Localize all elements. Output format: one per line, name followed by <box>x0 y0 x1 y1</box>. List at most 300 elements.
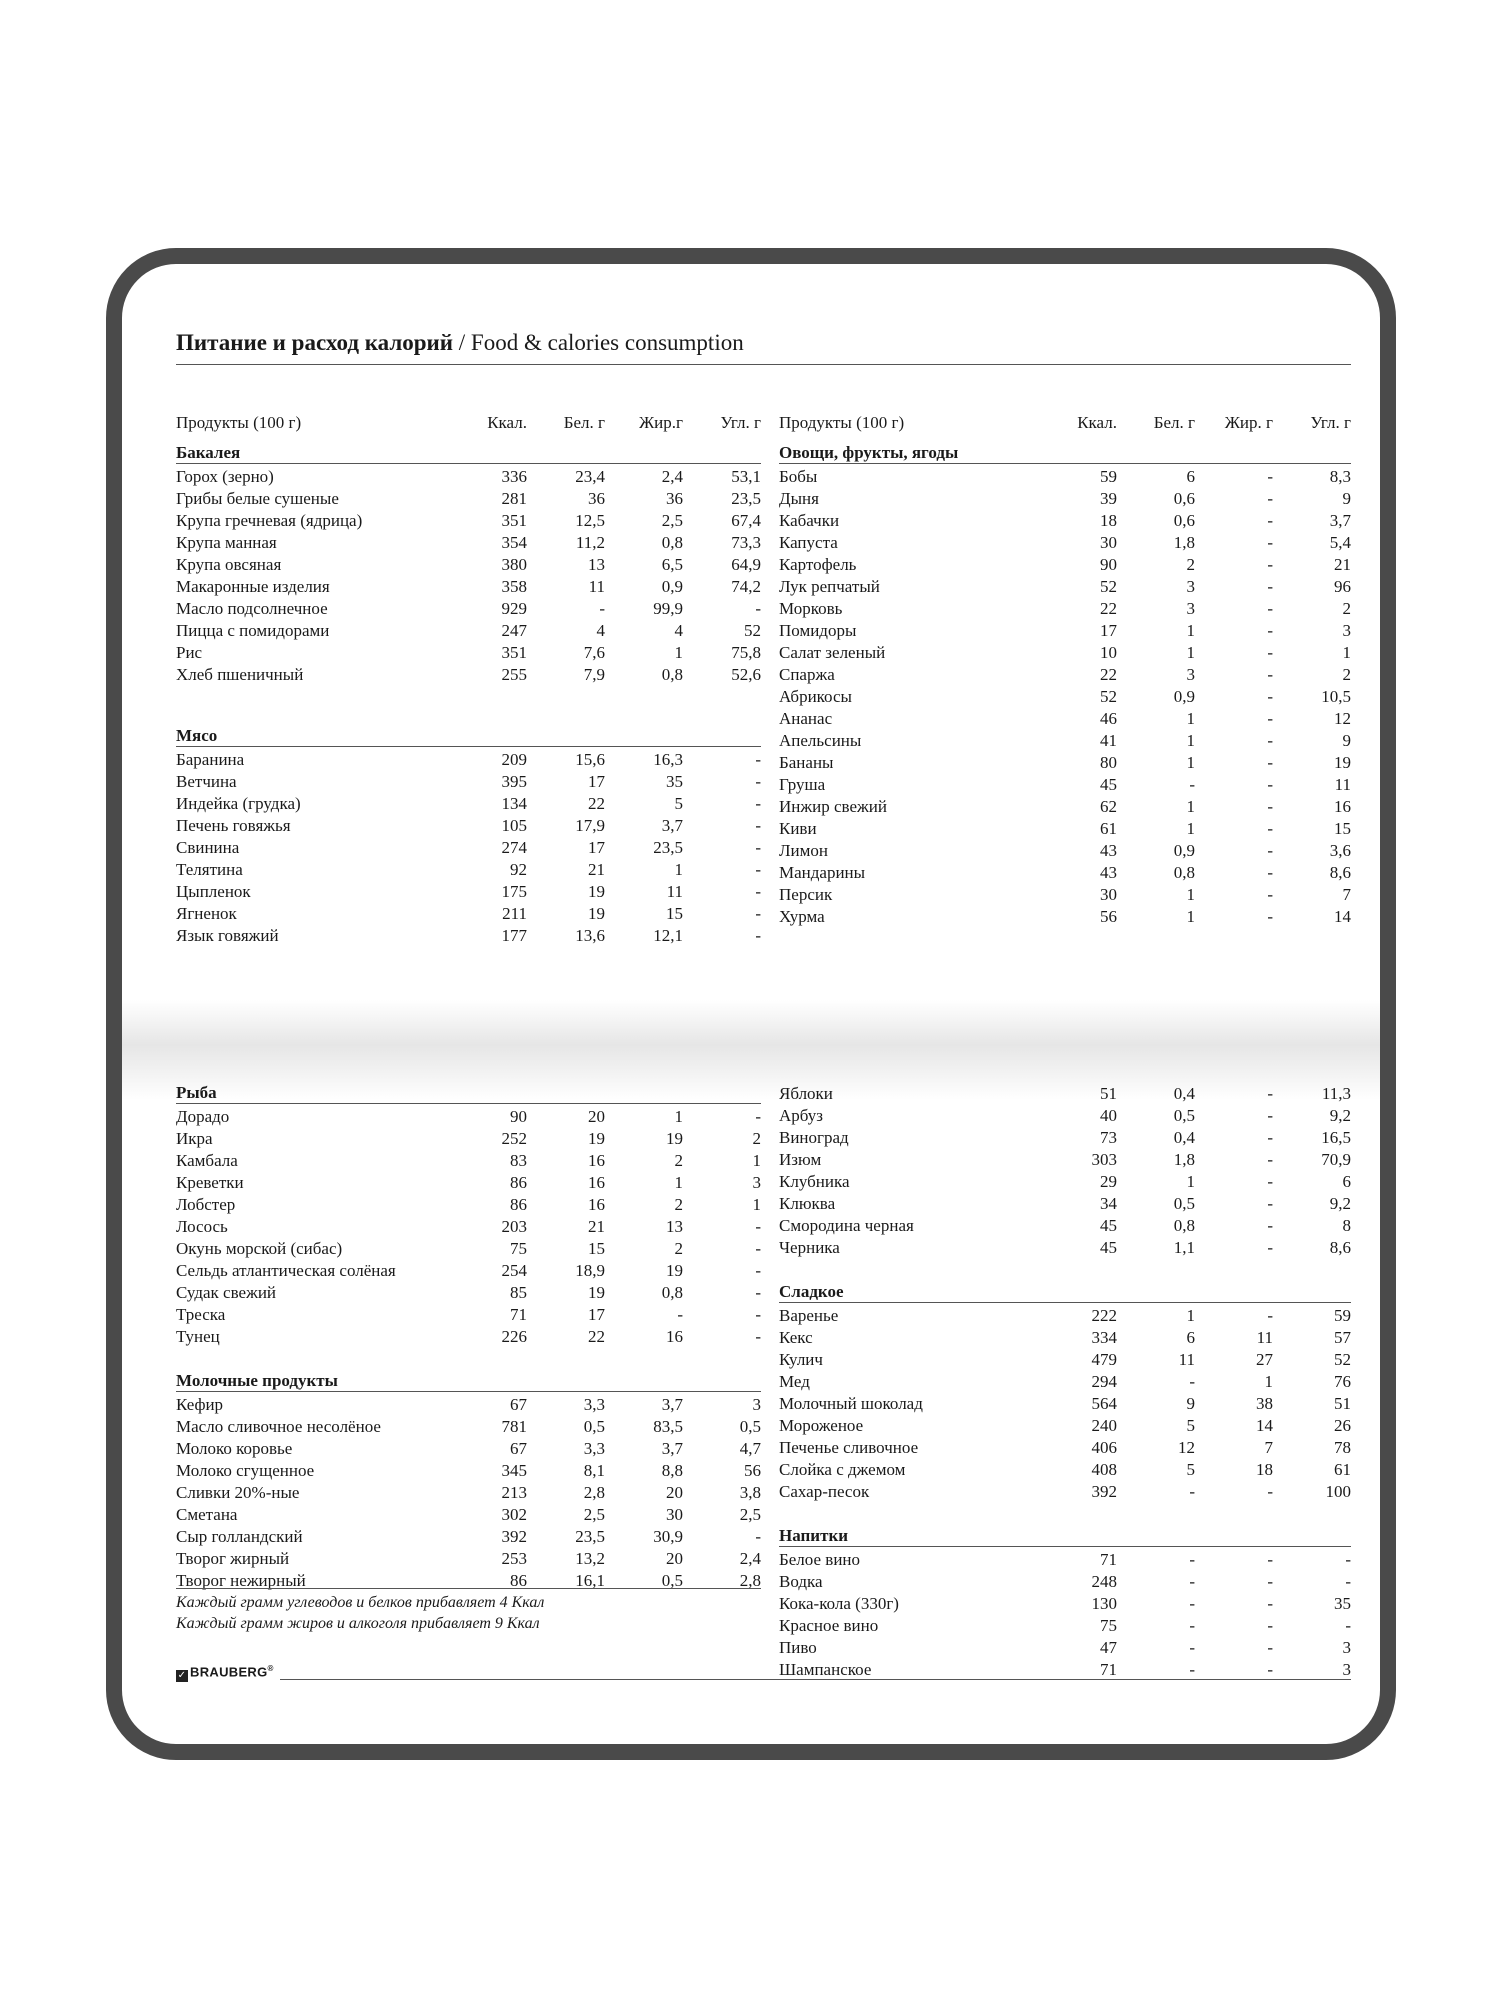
carbs-value: 12 <box>1334 709 1351 728</box>
carbs-value: - <box>755 1217 761 1236</box>
fat-value: 2,4 <box>661 467 683 486</box>
table-row <box>779 708 1351 730</box>
table-row <box>176 749 761 771</box>
fat-value: 2 <box>674 1239 683 1258</box>
right-bottom-sections <box>779 1083 1351 1681</box>
table-row <box>176 1194 761 1216</box>
table-row <box>779 510 1351 532</box>
product-name: Масло подсолнечное <box>176 599 328 618</box>
product-name: Белое вино <box>779 1550 861 1569</box>
table-row <box>176 1150 761 1172</box>
carbs-value: 75,8 <box>731 643 761 662</box>
fat-value: - <box>1267 1638 1273 1657</box>
fat-value: 20 <box>666 1483 683 1502</box>
protein-value: 1 <box>1186 1306 1195 1325</box>
kcal-value: 392 <box>501 1527 527 1546</box>
carbs-value: - <box>755 882 761 901</box>
product-name: Масло сливочное несолёное <box>176 1417 381 1436</box>
protein-value: 0,4 <box>1173 1128 1195 1147</box>
protein-value: 0,8 <box>1173 863 1195 882</box>
kcal-value: 281 <box>501 489 527 508</box>
table-row <box>779 532 1351 554</box>
fat-value: 18 <box>1256 1460 1273 1479</box>
carbs-value: 52 <box>744 621 761 640</box>
protein-value: 1 <box>1186 907 1195 926</box>
section-title: Бакалея <box>176 443 761 464</box>
table-header <box>779 412 1351 434</box>
carbs-value: 19 <box>1334 753 1351 772</box>
product-name: Черника <box>779 1238 840 1257</box>
kcal-value: 22 <box>1100 665 1117 684</box>
protein-value: 7,9 <box>583 665 605 684</box>
protein-value: 0,6 <box>1173 489 1195 508</box>
carbs-value: 11 <box>1334 775 1351 794</box>
kcal-value: 39 <box>1100 489 1117 508</box>
protein-value: 16 <box>588 1195 605 1214</box>
carbs-value: - <box>1345 1616 1351 1635</box>
fat-value: 99,9 <box>653 599 683 618</box>
protein-value: 16,1 <box>575 1571 605 1590</box>
protein-value: 13,2 <box>575 1549 605 1568</box>
protein-value: 21 <box>588 860 605 879</box>
protein-value: - <box>1189 1550 1195 1569</box>
kcal-value: 67 <box>510 1439 527 1458</box>
protein-value: - <box>1189 1594 1195 1613</box>
title-en: / Food & calories consumption <box>453 330 744 355</box>
right-bottom-column <box>779 1083 1351 1681</box>
table-row <box>176 1482 761 1504</box>
kcal-value: 479 <box>1091 1350 1117 1369</box>
table-row <box>779 1637 1351 1659</box>
protein-value: 17,9 <box>575 816 605 835</box>
table-row <box>176 1438 761 1460</box>
kcal-value: 213 <box>501 1483 527 1502</box>
protein-value: 1 <box>1186 621 1195 640</box>
fat-value: - <box>1267 863 1273 882</box>
table-row <box>779 598 1351 620</box>
kcal-value: 254 <box>501 1261 527 1280</box>
product-name: Индейка (грудка) <box>176 794 301 813</box>
protein-value: 17 <box>588 838 605 857</box>
carbs-value: 3,6 <box>1329 841 1351 860</box>
protein-value: 13 <box>588 555 605 574</box>
fat-value: - <box>1267 1128 1273 1147</box>
protein-value: 0,5 <box>1173 1194 1195 1213</box>
table-row <box>176 488 761 510</box>
fat-value: 36 <box>666 489 683 508</box>
table-header <box>176 412 761 434</box>
fat-value: 3,7 <box>661 1395 683 1414</box>
fat-value: 0,5 <box>661 1571 683 1590</box>
kcal-value: 564 <box>1091 1394 1117 1413</box>
fat-value: 3,7 <box>661 816 683 835</box>
fat-value: 1 <box>674 1107 683 1126</box>
fat-value: - <box>1267 1194 1273 1213</box>
fat-value: 4 <box>674 621 683 640</box>
kcal-value: 75 <box>510 1239 527 1258</box>
fat-value: - <box>1267 621 1273 640</box>
kcal-value: 52 <box>1100 577 1117 596</box>
kcal-value: 929 <box>501 599 527 618</box>
protein-value: 12 <box>1178 1438 1195 1457</box>
carbs-value: 14 <box>1334 907 1351 926</box>
kcal-value: 45 <box>1100 1238 1117 1257</box>
carbs-value: 100 <box>1325 1482 1351 1501</box>
product-name: Хлеб пшеничный <box>176 665 304 684</box>
table-row <box>779 1083 1351 1105</box>
carbs-value: 52,6 <box>731 665 761 684</box>
check-icon: ✓ <box>177 1669 187 1681</box>
protein-value: 0,4 <box>1173 1084 1195 1103</box>
carbs-value: 21 <box>1334 555 1351 574</box>
section-gap <box>176 686 761 726</box>
table-row <box>779 1571 1351 1593</box>
fat-value: 35 <box>666 772 683 791</box>
product-name: Мороженое <box>779 1416 864 1435</box>
kcal-value: 86 <box>510 1571 527 1590</box>
kcal-value: 29 <box>1100 1172 1117 1191</box>
table-row <box>176 642 761 664</box>
product-name: Яблоки <box>779 1084 833 1103</box>
kcal-value: 358 <box>501 577 527 596</box>
table-row <box>779 906 1351 928</box>
fat-value: 0,9 <box>661 577 683 596</box>
fat-value: - <box>1267 1660 1273 1679</box>
protein-value: 22 <box>588 1327 605 1346</box>
protein-value: 0,9 <box>1173 841 1195 860</box>
carbs-value: 7 <box>1342 885 1351 904</box>
product-name: Камбала <box>176 1151 238 1170</box>
table-row <box>779 840 1351 862</box>
kcal-value: 240 <box>1091 1416 1117 1435</box>
table-row <box>176 1128 761 1150</box>
table-row <box>176 1172 761 1194</box>
protein-value: 1 <box>1186 709 1195 728</box>
kcal-value: 130 <box>1091 1594 1117 1613</box>
fat-value: - <box>1267 1572 1273 1591</box>
brand-logo <box>176 1664 274 1681</box>
fat-value: 3,7 <box>661 1439 683 1458</box>
kcal-value: 226 <box>501 1327 527 1346</box>
fat-value: - <box>1267 753 1273 772</box>
kcal-value: 294 <box>1091 1372 1117 1391</box>
protein-value: 2,5 <box>583 1505 605 1524</box>
protein-value: 7,6 <box>583 643 605 662</box>
title-ru: Питание и расход калорий <box>176 330 454 355</box>
fat-value: - <box>1267 1172 1273 1191</box>
protein-value: 0,5 <box>1173 1106 1195 1125</box>
fat-value: 20 <box>666 1549 683 1568</box>
product-name: Пиво <box>779 1638 817 1657</box>
table-row <box>779 664 1351 686</box>
protein-value: 3,3 <box>583 1439 605 1458</box>
carbs-value: 51 <box>1334 1394 1351 1413</box>
table-row <box>176 598 761 620</box>
kcal-value: 177 <box>501 926 527 945</box>
table-row <box>779 774 1351 796</box>
protein-value: - <box>1189 1572 1195 1591</box>
fat-value: - <box>1267 1238 1273 1257</box>
table-row <box>779 818 1351 840</box>
carbs-value: 57 <box>1334 1328 1351 1347</box>
table-row <box>176 1416 761 1438</box>
table-row <box>176 925 761 947</box>
fat-value: - <box>1267 467 1273 486</box>
carbs-value: 4,7 <box>739 1439 761 1458</box>
table-row <box>779 1237 1351 1259</box>
carbs-value: 2 <box>752 1129 761 1148</box>
protein-value: - <box>1189 1616 1195 1635</box>
fat-value: - <box>1267 1550 1273 1569</box>
kcal-value: 45 <box>1100 1216 1117 1235</box>
kcal-value: 71 <box>1100 1550 1117 1569</box>
protein-value: 5 <box>1186 1460 1195 1479</box>
brand-name: BRAUBERG <box>190 1664 268 1680</box>
table-row <box>176 881 761 903</box>
fat-value: 15 <box>666 904 683 923</box>
table-row <box>779 796 1351 818</box>
product-name: Лосось <box>176 1217 228 1236</box>
kcal-value: 67 <box>510 1395 527 1414</box>
product-name: Дорадо <box>176 1107 230 1126</box>
protein-value: - <box>1189 775 1195 794</box>
fat-value: 30,9 <box>653 1527 683 1546</box>
fat-value: 1 <box>674 860 683 879</box>
protein-value: 19 <box>588 1129 605 1148</box>
table-row <box>176 771 761 793</box>
fat-value: 1 <box>674 643 683 662</box>
product-name: Цыпленок <box>176 882 251 901</box>
note-line: Каждый грамм углеводов и белков прибавляет 4 Ккал <box>176 1594 545 1611</box>
kcal-value: 334 <box>1091 1328 1117 1347</box>
product-name: Кабачки <box>779 511 840 530</box>
kcal-value: 51 <box>1100 1084 1117 1103</box>
table-row <box>176 859 761 881</box>
protein-value: 19 <box>588 1283 605 1302</box>
header-product: Продукты (100 г) <box>176 413 302 432</box>
table-row <box>779 730 1351 752</box>
carbs-value: 3 <box>1342 621 1351 640</box>
fat-value: - <box>1267 1482 1273 1501</box>
carbs-value: - <box>755 838 761 857</box>
kcal-value: 47 <box>1100 1638 1117 1657</box>
protein-value: - <box>1189 1372 1195 1391</box>
product-name: Клубника <box>779 1172 850 1191</box>
protein-value: 3,3 <box>583 1395 605 1414</box>
kcal-value: 71 <box>1100 1660 1117 1679</box>
table-row <box>779 1459 1351 1481</box>
protein-value: 0,6 <box>1173 511 1195 530</box>
fat-value: - <box>1267 1084 1273 1103</box>
product-name: Капуста <box>779 533 838 552</box>
left-top-column <box>176 412 761 947</box>
kcal-value: 274 <box>501 838 527 857</box>
fat-value: - <box>1267 1106 1273 1125</box>
protein-value: - <box>1189 1660 1195 1679</box>
kcal-value: 71 <box>510 1305 527 1324</box>
kcal-value: 408 <box>1091 1460 1117 1479</box>
table-row <box>176 466 761 488</box>
carbs-value: 0,5 <box>739 1417 761 1436</box>
product-name: Киви <box>779 819 817 838</box>
product-name: Лимон <box>779 841 828 860</box>
page-title <box>176 330 1351 365</box>
fat-value: - <box>1267 687 1273 706</box>
kcal-value: 34 <box>1100 1194 1117 1213</box>
protein-value: 19 <box>588 904 605 923</box>
product-name: Шампанское <box>779 1660 872 1679</box>
table-row <box>779 1481 1351 1503</box>
product-name: Окунь морской (сибас) <box>176 1239 343 1258</box>
carbs-value: 3,7 <box>1329 511 1351 530</box>
table-row <box>779 1149 1351 1171</box>
protein-value: 4 <box>596 621 605 640</box>
fat-value: - <box>1267 577 1273 596</box>
kcal-value: 406 <box>1091 1438 1117 1457</box>
product-name: Морковь <box>779 599 843 618</box>
table-row <box>176 837 761 859</box>
product-name: Молочный шоколад <box>779 1394 923 1413</box>
fat-value: 27 <box>1256 1350 1273 1369</box>
kcal-value: 56 <box>1100 907 1117 926</box>
protein-value: 16 <box>588 1173 605 1192</box>
protein-value: 1 <box>1186 885 1195 904</box>
carbs-value: - <box>755 1261 761 1280</box>
product-name: Бананы <box>779 753 834 772</box>
fat-value: 0,8 <box>661 1283 683 1302</box>
page-footer <box>176 1662 1351 1684</box>
table-row <box>176 532 761 554</box>
fat-value: 11 <box>666 882 683 901</box>
note-line: Каждый грамм жиров и алкоголя прибавляет 9 Ккал <box>176 1615 540 1632</box>
table-row <box>779 1393 1351 1415</box>
fat-value: 19 <box>666 1129 683 1148</box>
product-name: Инжир свежий <box>779 797 887 816</box>
carbs-value: - <box>755 599 761 618</box>
product-name: Творог жирный <box>176 1549 290 1568</box>
kcal-value: 247 <box>501 621 527 640</box>
fat-value: 7 <box>1264 1438 1273 1457</box>
table-row <box>176 576 761 598</box>
kcal-value: 303 <box>1091 1150 1117 1169</box>
carbs-value: 1 <box>1342 643 1351 662</box>
product-name: Тунец <box>176 1327 220 1346</box>
kcal-value: 75 <box>1100 1616 1117 1635</box>
product-name: Творог нежирный <box>176 1571 306 1590</box>
carbs-value: - <box>1345 1550 1351 1569</box>
fat-value: - <box>1267 1306 1273 1325</box>
product-name: Слойка с джемом <box>779 1460 906 1479</box>
table-row <box>779 1415 1351 1437</box>
carbs-value: 61 <box>1334 1460 1351 1479</box>
carbs-value: 9,2 <box>1329 1106 1351 1125</box>
fat-value: - <box>1267 731 1273 750</box>
product-name: Варенье <box>779 1306 839 1325</box>
calorie-note <box>176 1588 761 1634</box>
carbs-value: 9 <box>1342 489 1351 508</box>
kcal-value: 302 <box>501 1505 527 1524</box>
protein-value: 1,8 <box>1173 1150 1195 1169</box>
kcal-value: 40 <box>1100 1106 1117 1125</box>
left-top-sections <box>176 443 761 947</box>
section-title: Сладкое <box>779 1282 1351 1303</box>
fat-value: - <box>1267 1594 1273 1613</box>
table-row <box>176 815 761 837</box>
product-name: Красное вино <box>779 1616 879 1635</box>
carbs-value: - <box>755 750 761 769</box>
fat-value: - <box>1267 841 1273 860</box>
table-row <box>176 1394 761 1416</box>
carbs-value: 3 <box>752 1395 761 1414</box>
header-fat: Жир.г <box>638 413 683 432</box>
product-name: Бобы <box>779 467 818 486</box>
product-name: Водка <box>779 1572 823 1591</box>
fat-value: 2,5 <box>661 511 683 530</box>
carbs-value: - <box>755 1305 761 1324</box>
protein-value: 11,2 <box>575 533 605 552</box>
section-gap <box>176 1348 761 1371</box>
kcal-value: 43 <box>1100 841 1117 860</box>
protein-value: 1 <box>1186 797 1195 816</box>
kcal-value: 203 <box>501 1217 527 1236</box>
kcal-value: 59 <box>1100 467 1117 486</box>
table-row <box>779 620 1351 642</box>
protein-value: 21 <box>588 1217 605 1236</box>
carbs-value: 2,4 <box>739 1549 761 1568</box>
protein-value: 19 <box>588 882 605 901</box>
header-fat: Жир. г <box>1224 413 1273 432</box>
product-name: Виноград <box>779 1128 849 1147</box>
protein-value: - <box>599 599 605 618</box>
product-name: Апельсины <box>779 731 862 750</box>
product-name: Печень говяжья <box>176 816 291 835</box>
protein-value: 15,6 <box>575 750 605 769</box>
product-name: Телятина <box>176 860 243 879</box>
carbs-value: - <box>755 1107 761 1126</box>
product-name: Арбуз <box>779 1106 823 1125</box>
carbs-value: - <box>755 816 761 835</box>
kcal-value: 781 <box>501 1417 527 1436</box>
fat-value: 83,5 <box>653 1417 683 1436</box>
product-name: Треска <box>176 1305 226 1324</box>
carbs-value: - <box>755 1527 761 1546</box>
registered-mark: ® <box>267 1664 274 1674</box>
product-name: Помидоры <box>779 621 857 640</box>
fat-value: - <box>1267 511 1273 530</box>
fat-value: - <box>1267 797 1273 816</box>
table-row <box>779 1549 1351 1571</box>
table-row <box>779 1349 1351 1371</box>
table-row <box>779 862 1351 884</box>
product-name: Креветки <box>176 1173 244 1192</box>
carbs-value: 2 <box>1342 665 1351 684</box>
carbs-value: 23,5 <box>731 489 761 508</box>
kcal-value: 17 <box>1100 621 1117 640</box>
fat-value: 0,8 <box>661 665 683 684</box>
fat-value: 11 <box>1256 1328 1273 1347</box>
protein-value: 12,5 <box>575 511 605 530</box>
carbs-value: 10,5 <box>1321 687 1351 706</box>
section-gap <box>779 1259 1351 1282</box>
kcal-value: 351 <box>501 643 527 662</box>
protein-value: 1 <box>1186 643 1195 662</box>
table-row <box>779 488 1351 510</box>
product-name: Мандарины <box>779 863 866 882</box>
kcal-value: 22 <box>1100 599 1117 618</box>
carbs-value: 9,2 <box>1329 1194 1351 1213</box>
protein-value: 20 <box>588 1107 605 1126</box>
table-row <box>176 1326 761 1348</box>
